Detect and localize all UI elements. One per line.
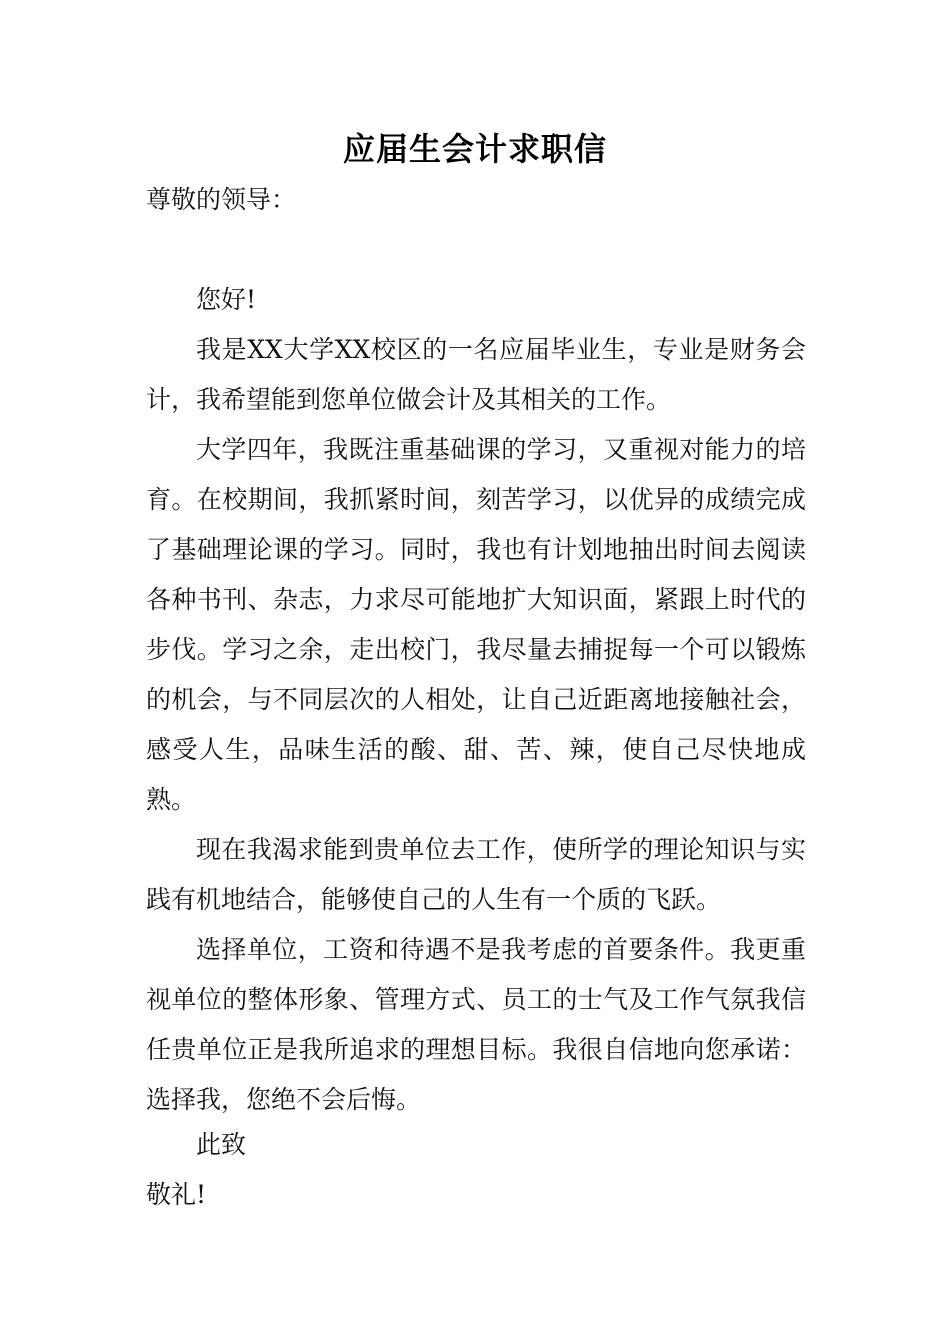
greeting: 您好! <box>196 285 257 314</box>
paragraph-aspiration: 现在我渴求能到贵单位去工作，使所学的理论知识与实践有机地结合，能够使自己的人生有一个质的飞跃。 <box>146 835 806 914</box>
paragraph-university: 大学四年，我既注重基础课的学习，又重视对能力的培育。在校期间，我抓紧时间，刻苦学习，以优异的成绩完成了基础理论课的学习。同时，我也有计划地抽出时间去阅读各种书刊、杂志，力求尽可能地扩大知识面，紧跟上时代的步伐。学习之余，走出校门，我尽量去捕捉每一个可以锻炼的机会，与不同层次的人相处，让自己近距离地接触社会，感受人生，品味生活的酸、甜、苦、辣，使自己尽快地成熟。 <box>146 435 806 814</box>
closing-phrase: 此致 <box>196 1130 247 1159</box>
document-title: 应届生会计求职信 <box>342 130 607 168</box>
closing-salute: 敬礼! <box>146 1180 207 1209</box>
paragraph-intro: 我是XX大学XX校区的一名应届毕业生，专业是财务会计，我希望能到您单位做会计及其相关的工作。 <box>146 335 806 414</box>
paragraph-commitment: 选择单位，工资和待遇不是我考虑的首要条件。我更重视单位的整体形象、管理方式、员工的士气及工作气氛我信任贵单位正是我所追求的理想目标。我很自信地向您承诺：选择我，您绝不会后悔。 <box>146 935 806 1114</box>
salutation: 尊敬的领导： <box>146 185 297 214</box>
letter-body <box>146 275 806 1125</box>
